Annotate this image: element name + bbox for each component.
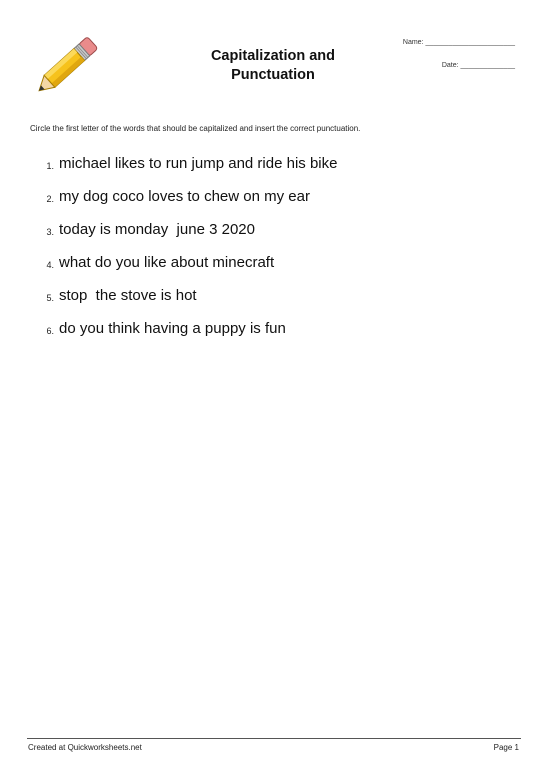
date-field: Date: ______________ [441,62,515,69]
page-number: Page 1 [493,743,519,752]
pencil-icon [30,30,106,102]
question-text: do you think having a puppy is fun [59,320,286,337]
question-number: 1. [46,161,54,171]
question-number: 6. [46,326,54,336]
question-number: 2. [46,194,54,204]
title-line-2: Punctuation [231,67,315,83]
footer-divider [27,738,521,739]
name-field: Name: _______________________ [402,39,515,46]
question-text: michael likes to run jump and ride his bike [59,155,338,172]
question-text: stop the stove is hot [59,287,197,304]
instructions-text: Circle the first letter of the words that should be capitalized and insert the correct punctuation. [30,124,361,133]
worksheet-title [170,47,376,85]
question-text: what do you like about minecraft [59,254,275,271]
question-number: 3. [46,227,54,237]
question-text: my dog coco loves to chew on my ear [59,188,310,205]
title-line-1: Capitalization and [210,48,336,64]
footer-credit: Created at Quickworksheets.net [28,743,142,752]
question-number: 5. [46,293,54,303]
question-number: 4. [46,260,54,270]
question-text: today is monday june 3 2020 [59,221,255,238]
